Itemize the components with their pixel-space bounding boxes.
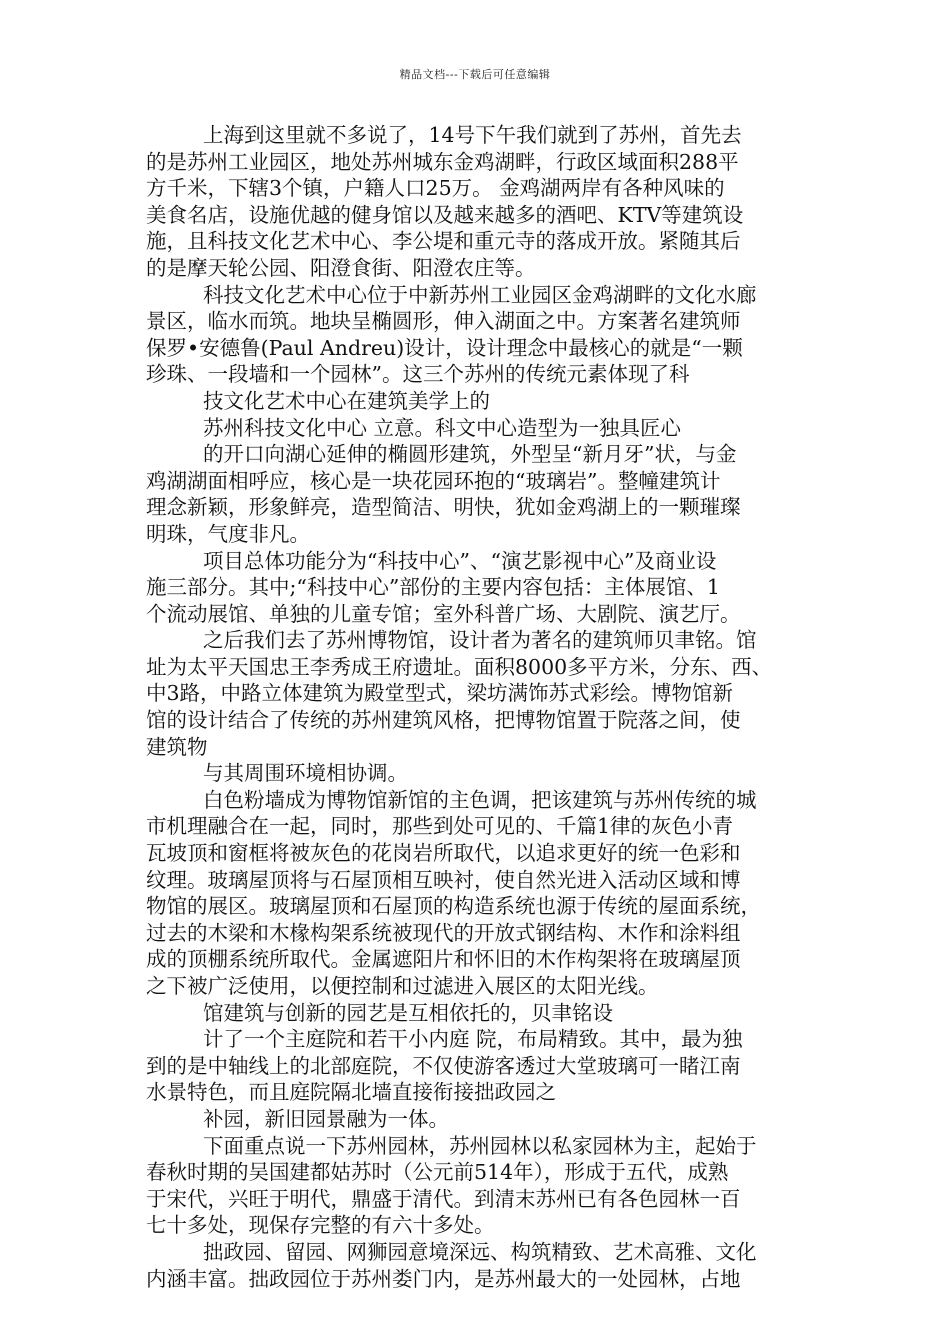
- text-line: 纹理。玻璃屋顶将与石屋顶相互映衬，使自然光进入活动区域和博: [146, 867, 741, 892]
- text-line: 施，且科技文化艺术中心、李公堤和重元寺的落成开放。紧随其后: [146, 229, 741, 254]
- text-line: 保罗•安德鲁(Paul Andreu)设计，设计理念中最核心的就是“一颗: [146, 335, 743, 360]
- text-line: 科技文化艺术中心位于中新苏州工业园区金鸡湖畔的文化水廊: [203, 282, 757, 307]
- text-line: 明珠，气度非凡。: [146, 521, 310, 546]
- text-line: 七十多处，现保存完整的有六十多处。: [146, 1213, 495, 1238]
- text-line: 馆建筑与创新的园艺是互相依托的，贝聿铭设: [203, 1000, 613, 1025]
- text-line: 成的顶棚系统所取代。金属遮阳片和怀旧的木作构架将在玻璃屋顶: [146, 947, 741, 972]
- text-line: 的是苏州工业园区，地处苏州城东金鸡湖畔，行政区域面积288平: [146, 149, 739, 174]
- text-line: 建筑物: [146, 734, 208, 759]
- text-line: 拙政园、留园、网狮园意境深远、构筑精致、艺术高雅、文化: [203, 1239, 757, 1264]
- text-line: 计了一个主庭院和若干小内庭 院，布局精致。其中，最为独: [203, 1027, 743, 1052]
- text-line: 于宋代，兴旺于明代，鼎盛于清代。到清末苏州已有各色园林一百: [146, 1186, 741, 1211]
- text-line: 补园，新旧园景融为一体。: [203, 1106, 449, 1131]
- text-line: 的是摩天轮公园、阳澄食街、阳澄农庄等。: [146, 255, 536, 280]
- text-line: 方千米，下辖3个镇，户籍人口25万。 金鸡湖两岸有各种风味的: [146, 176, 725, 201]
- text-line: 个流动展馆、单独的儿童专馆；室外科普广场、大剧院、演艺厅。: [146, 601, 741, 626]
- text-line: 中3路，中路立体建筑为殿堂型式，梁坊满饰苏式彩绘。博物馆新: [146, 681, 734, 706]
- text-line: 珍珠、一段墙和一个园林”。这三个苏州的传统元素体现了科: [146, 362, 690, 387]
- body-text: [146, 122, 810, 1292]
- text-line: 理念新颖，形象鲜亮，造型简洁、明快，犹如金鸡湖上的一颗璀璨: [146, 495, 741, 520]
- text-line: 项目总体功能分为“科技中心”、“演艺影视中心”及商业设: [203, 548, 717, 573]
- text-line: 苏州科技文化中心 立意。科文中心造型为一独具匠心: [203, 415, 682, 440]
- text-line: 美食名店，设施优越的健身馆以及越来越多的酒吧、KTV等建筑设: [146, 202, 744, 227]
- text-line: 市机理融合在一起，同时，那些到处可见的、千篇1律的灰色小青: [146, 814, 734, 839]
- text-line: 到的是中轴线上的北部庭院，不仅使游客透过大堂玻璃可一睹江南: [146, 1053, 741, 1078]
- text-line: 之后我们去了苏州博物馆，设计者为著名的建筑师贝聿铭。馆: [203, 628, 757, 653]
- text-line: 的开口向湖心延伸的椭圆形建筑，外型呈“新月牙”状，与金: [203, 442, 737, 467]
- text-line: 春秋时期的吴国建都姑苏时（公元前514年），形成于五代，成熟: [146, 1160, 729, 1185]
- text-line: 址为太平天国忠王李秀成王府遗址。面积8000多平方米，分东、西、: [146, 654, 773, 679]
- text-line: 白色粉墙成为博物馆新馆的主色调，把该建筑与苏州传统的城: [203, 787, 757, 812]
- text-line: 瓦坡顶和窗框将被灰色的花岗岩所取代，以追求更好的统一色彩和: [146, 841, 741, 866]
- text-line: 内涵丰富。拙政园位于苏州娄门内，是苏州最大的一处园林，占地: [146, 1266, 741, 1291]
- text-line: 过去的木梁和木椽构架系统被现代的开放式钢结构、木作和涂料组: [146, 920, 741, 945]
- page-header: 精品文档---下载后可任意编辑: [399, 68, 551, 81]
- text-line: 上海到这里就不多说了，14号下午我们就到了苏州，首先去: [203, 123, 742, 147]
- text-line: 馆的设计结合了传统的苏州建筑风格，把博物馆置于院落之间，使: [146, 708, 741, 733]
- text-line: 水景特色，而且庭院隔北墙直接衔接拙政园之: [146, 1080, 556, 1105]
- text-line: 技文化艺术中心在建筑美学上的: [203, 388, 490, 413]
- text-line: 与其周围环境相协调。: [203, 761, 408, 786]
- text-line: 物馆的展区。玻璃屋顶和石屋顶的构造系统也源于传统的屋面系统，: [146, 894, 761, 919]
- text-line: 施三部分。其中;“科技中心”部份的主要内容包括：主体展馆、1: [146, 575, 720, 600]
- text-line: 之下被广泛使用，以便控制和过滤进入展区的太阳光线。: [146, 974, 659, 998]
- text-line: 鸡湖湖面相呼应，核心是一块花园环抱的“玻璃岩”。整幢建筑计: [146, 468, 721, 493]
- text-line: 下面重点说一下苏州园林，苏州园林以私家园林为主，起始于: [203, 1133, 757, 1158]
- text-line: 景区，临水而筑。地块呈椭圆形，伸入湖面之中。方案著名建筑师: [146, 309, 741, 334]
